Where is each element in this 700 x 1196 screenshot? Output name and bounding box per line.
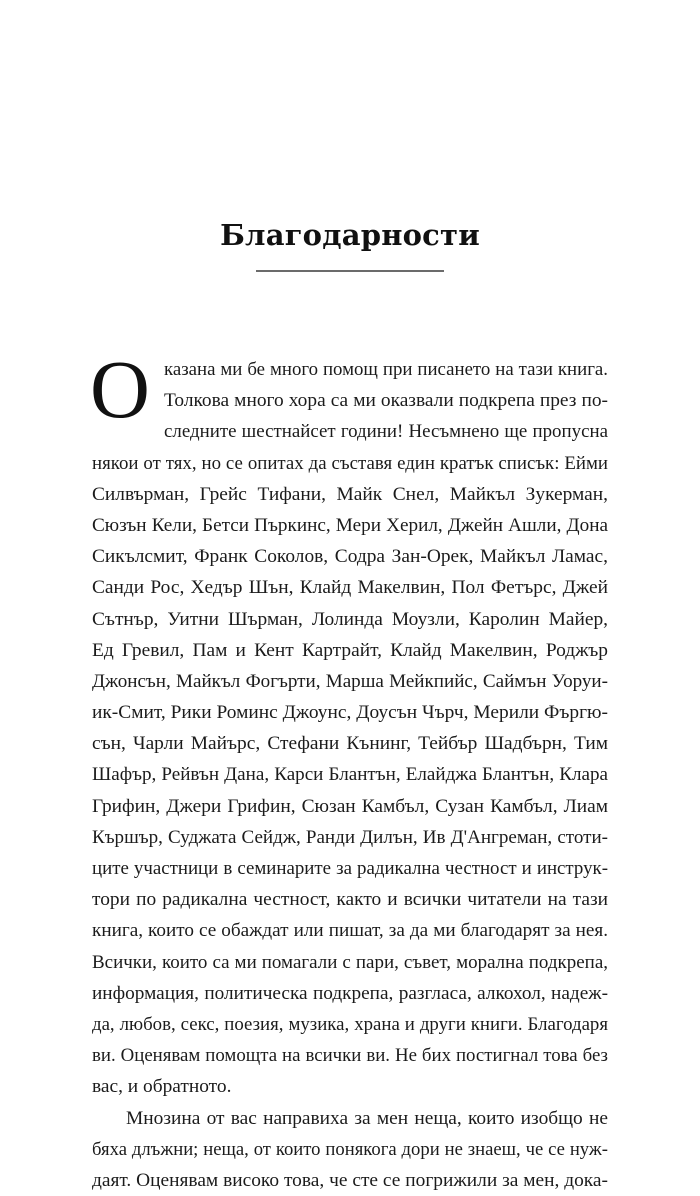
text-line: вас, и обратното. — [92, 1071, 608, 1102]
text-line: Толкова много хора са ми оказвали подкрепа през по- — [92, 385, 608, 416]
text-line: Силвърман, Грейс Тифани, Майк Снел, Майкъл Зукерман, — [92, 479, 608, 510]
text-line: информация, политическа подкрепа, разгласа, алкохол, надеж- — [92, 978, 608, 1009]
drop-cap: О — [90, 348, 150, 431]
text-line: даят. Оценявам високо това, че сте се погрижили за мен, дока- — [92, 1165, 608, 1196]
text-line: казана ми бе много помощ при писането на тази книга. — [92, 354, 608, 385]
text-line: ците участници в семинарите за радикална честност и инструк- — [92, 853, 608, 884]
title-underline — [256, 270, 444, 272]
text-line: книга, които се обаждат или пишат, за да ми благодарят за нея. — [92, 915, 608, 946]
text-line: бяха длъжни; неща, от които понякога дори не знаеш, че се нуж- — [92, 1134, 608, 1165]
text-line: ви. Оценявам помощта на всички ви. Не бих постигнал това без — [92, 1040, 608, 1071]
text-line: следните шестнайсет години! Несъмнено ще пропусна — [92, 416, 608, 447]
text-line: Сикълсмит, Франк Соколов, Содра Зан-Орек, Майкъл Ламас, — [92, 541, 608, 572]
body-text — [92, 354, 608, 1196]
text-line: Кършър, Суджата Сейдж, Ранди Дилън, Ив Д'Ангреман, стоти- — [92, 822, 608, 853]
text-line: Сътнър, Уитни Шърман, Лолинда Моузли, Каролин Майер, — [92, 604, 608, 635]
paragraph-2 — [92, 1103, 608, 1196]
text-line: сън, Чарли Майърс, Стефани Кънинг, Тейбър Шадбърн, Тим — [92, 728, 608, 759]
text-line: Шафър, Рейвън Дана, Карси Блантън, Елайджа Блантън, Клара — [92, 759, 608, 790]
chapter-title: Благодарности — [0, 218, 700, 252]
text-line: Ед Гревил, Пам и Кент Картрайт, Клайд Макелвин, Роджър — [92, 635, 608, 666]
text-line: някои от тях, но се опитах да съставя един кратък списък: Ейми — [92, 448, 608, 479]
text-line: ик-Смит, Рики Роминс Джоунс, Доусън Чърч, Мерили Фъргю- — [92, 697, 608, 728]
text-line: Джонсън, Майкъл Фогърти, Марша Мейкпийс, Саймън Уоруи- — [92, 666, 608, 697]
text-line: Сюзън Кели, Бетси Пъркинс, Мери Херил, Джейн Ашли, Дона — [92, 510, 608, 541]
text-line: Мнозина от вас направиха за мен неща, които изобщо не — [92, 1103, 608, 1134]
paragraph-1 — [92, 354, 608, 1103]
text-line: Санди Рос, Хедър Шън, Клайд Макелвин, Пол Фетърс, Джей — [92, 572, 608, 603]
text-line: тори по радикална честност, както и всички читатели на тази — [92, 884, 608, 915]
text-line: Грифин, Джери Грифин, Сюзан Камбъл, Сузан Камбъл, Лиам — [92, 791, 608, 822]
text-line: да, любов, секс, поезия, музика, храна и други книги. Благодаря — [92, 1009, 608, 1040]
text-line: Всички, които са ми помагали с пари, съвет, морална подкрепа, — [92, 947, 608, 978]
